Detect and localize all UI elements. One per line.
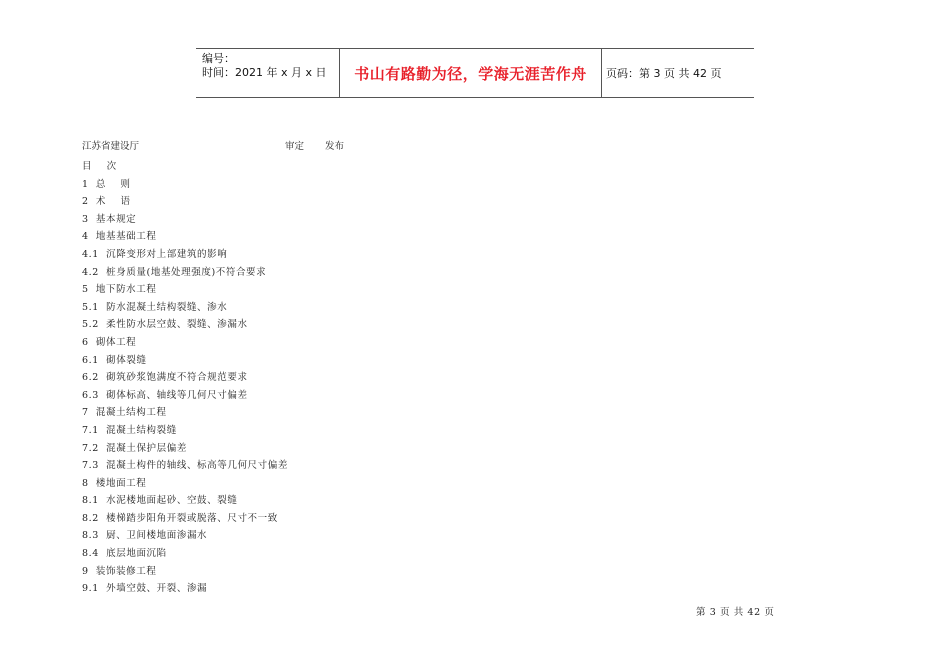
page-footer: 第 3 页 共 42 页 [696, 607, 775, 618]
toc-item: 8.1 水泥楼地面起砂、空鼓、裂缝 [82, 495, 238, 507]
toc-item: 8.2 楼梯踏步阳角开裂或脱落、尺寸不一致 [82, 512, 278, 524]
toc-item: 4.2 桩身质量(地基处理强度)不符合要求 [82, 266, 267, 278]
header-meta [202, 52, 327, 80]
header-divider [601, 49, 602, 97]
publisher-release: 发布 [325, 141, 345, 152]
toc-item: 3 基本规定 [82, 213, 137, 225]
toc-item: 7 混凝土结构工程 [82, 407, 167, 419]
publisher-org: 江苏省建设厅 [82, 141, 140, 152]
toc-item: 5.2 柔性防水层空鼓、裂缝、渗漏水 [82, 319, 248, 331]
header-page-info: 页码：第 3 页 共 42 页 [606, 67, 722, 80]
toc-item: 7.2 混凝土保护层偏差 [82, 442, 187, 454]
toc-item: 6.3 砌体标高、轴线等几何尺寸偏差 [82, 389, 248, 401]
header-motto: 书山有路勤为径，学海无涯苦作舟 [354, 64, 587, 83]
toc-item: 6.2 砌筑砂浆饱满度不符合规范要求 [82, 372, 248, 384]
page-header [196, 48, 754, 98]
table-of-contents [82, 158, 288, 598]
time-label: 时间：2021 年 x 月 x 日 [202, 66, 327, 79]
toc-item: 1 总 则 [82, 178, 131, 190]
toc-item: 9.1 外墙空鼓、开裂、渗漏 [82, 583, 208, 595]
toc-item: 2 术 语 [82, 196, 131, 208]
toc-item: 5 地下防水工程 [82, 284, 157, 296]
toc-item: 8 楼地面工程 [82, 477, 147, 489]
toc-item: 4 地基基础工程 [82, 231, 157, 243]
toc-item: 6.1 砌体裂缝 [82, 354, 147, 366]
toc-item: 7.1 混凝土结构裂缝 [82, 424, 177, 436]
toc-item: 8.4 底层地面沉陷 [82, 548, 167, 560]
toc-item: 7.3 混凝土构件的轴线、标高等几何尺寸偏差 [82, 460, 288, 472]
toc-item: 4.1 沉降变形对上部建筑的影响 [82, 248, 228, 260]
publisher-review: 审定 [285, 141, 305, 152]
toc-item: 8.3 厨、卫间楼地面渗漏水 [82, 530, 208, 542]
toc-title: 目 次 [82, 161, 117, 172]
serial-label: 编号： [202, 52, 235, 65]
toc-item: 6 砌体工程 [82, 336, 137, 348]
toc-item: 5.1 防水混凝土结构裂缝、渗水 [82, 301, 228, 313]
toc-item: 9 装饰装修工程 [82, 565, 157, 577]
